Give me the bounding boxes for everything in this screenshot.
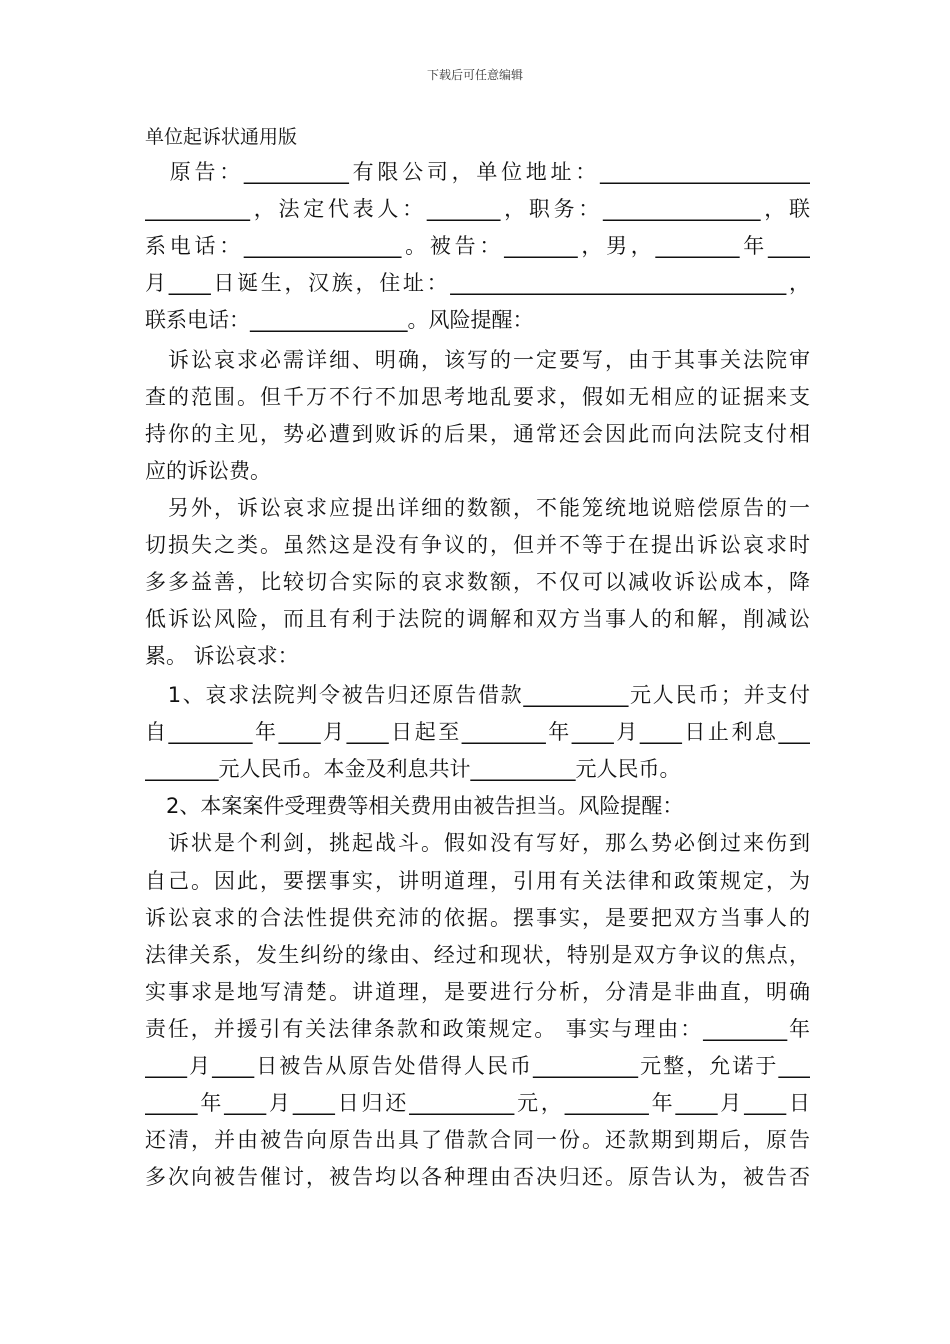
- body-line: 责任，并援引有关法律条款和政策规定。 事实与理由：________年: [145, 1017, 810, 1041]
- document-title: 单位起诉状通用版: [145, 126, 298, 148]
- body-line: 联系电话：_______________。风险提醒：: [145, 308, 534, 332]
- body-line: 切损失之类。虽然这是没有争议的，但并不等于在提出诉讼哀求时: [145, 533, 810, 557]
- body-line: 1、哀求法院判令被告归还原告借款__________元人民币；并支付: [145, 683, 810, 707]
- body-line: _______元人民币。本金及利息共计__________元人民币。: [145, 757, 681, 781]
- body-line: __________，法定代表人：_______，职务：_______________，联: [145, 197, 810, 221]
- body-line: 诉讼哀求必需详细、明确，该写的一定要写，由于其事关法院审: [145, 348, 810, 372]
- body-line: 自己。因此，要摆事实，讲明道理，引用有关法律和政策规定，为: [145, 869, 810, 893]
- header-note: 下载后可任意编辑: [426, 68, 523, 82]
- body-line: 低诉讼风险，而且有利于法院的调解和双方当事人的和解，削减讼: [145, 607, 810, 631]
- body-line: 累。 诉讼哀求：: [145, 644, 299, 668]
- body-line: 实事求是地写清楚。讲道理，是要进行分析，分清是非曲直，明确: [145, 980, 810, 1004]
- body-line: 诉状是个利剑，挑起战斗。假如没有写好，那么势必倒过来伤到: [145, 831, 810, 855]
- body-line: 应的诉讼费。: [145, 459, 271, 483]
- body-line: 法律关系，发生纠纷的缘由、经过和现状，特别是双方争议的焦点，: [145, 943, 810, 967]
- body-line: ____月____日被告从原告处借得人民币__________元整，允诺于___: [145, 1054, 810, 1078]
- body-line: 还清，并由被告向原告出具了借款合同一份。还款期到期后，原告: [145, 1128, 810, 1152]
- body-line: 月____日诞生，汉族，住址：________________________________，: [145, 271, 810, 295]
- body-line: 查的范围。但千万不行不加思考地乱要求，假如无相应的证据来支: [145, 385, 810, 409]
- body-line: 持你的主见，势必遭到败诉的后果，通常还会因此而向法院支付相: [145, 422, 810, 446]
- body-line: 诉讼哀求的合法性提供充沛的依据。摆事实，是要把双方当事人的: [145, 906, 810, 930]
- body-line: _____年____月____日归还__________元，________年____月____日: [145, 1091, 810, 1115]
- body-line: 自________年____月____日起至________年____月____日止利息___: [145, 720, 810, 744]
- body-line: 多次向被告催讨，被告均以各种理由否决归还。原告认为，被告否: [145, 1165, 810, 1189]
- body-line: 另外，诉讼哀求应提出详细的数额，不能笼统地说赔偿原告的一: [145, 496, 810, 520]
- body-line: 系电话：_______________。被告：_______，男，________年____: [145, 234, 810, 258]
- body-line: 2、本案案件受理费等相关费用由被告担当。风险提醒：: [145, 794, 684, 818]
- body-line: 多多益善，比较切合实际的哀求数额，不仅可以减收诉讼成本，降: [145, 570, 810, 594]
- body-line: 原告：__________有限公司，单位地址：____________________: [145, 160, 810, 184]
